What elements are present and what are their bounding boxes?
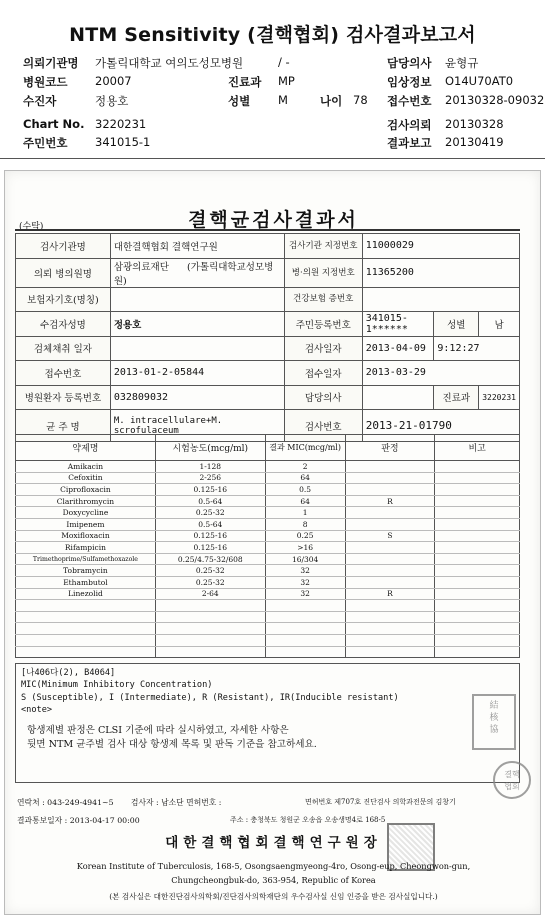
- note-mic: MIC(Minimum Inhibitory Concentration): [21, 680, 213, 691]
- table-row: [16, 495, 520, 507]
- field-label: 병원코드: [23, 75, 68, 89]
- cell-drug: Tobramycin: [16, 565, 156, 577]
- cell-label: 검사번호: [284, 410, 362, 442]
- cell-label: 검사기관 지정번호: [284, 234, 362, 259]
- note-line: 뒷면 NTM 균주별 검사 대상 항생제 목록 및 판독 기준을 참고하세요.: [27, 739, 317, 751]
- cell-label: 검체채취 일자: [16, 336, 111, 361]
- cell-judge: R: [345, 495, 435, 507]
- cell-drug: [16, 623, 156, 635]
- field-value: 20130419: [445, 135, 504, 149]
- field-value: 가톨릭대학교 여의도성모병원: [95, 56, 244, 70]
- cell-judge: [345, 553, 435, 565]
- cell-note: [435, 646, 520, 658]
- cell-note: [435, 588, 520, 600]
- cell-drug: Clarithromycin: [16, 495, 156, 507]
- field-label: Chart No.: [23, 117, 85, 131]
- field-label: 임상정보: [387, 75, 432, 89]
- cell-note: [435, 518, 520, 530]
- cell-mic: 64: [265, 472, 345, 484]
- field-label: 의뢰기관명: [23, 56, 79, 70]
- address-kor: 주소 : 충청북도 청원군 오송읍 오송생명4로 168-5: [230, 816, 386, 824]
- cell-label: 병원환자 등록번호: [16, 385, 111, 410]
- cell-mic: >16: [265, 542, 345, 554]
- notes-box: [15, 663, 520, 783]
- cell-drug: Moxifloxacin: [16, 530, 156, 542]
- cell-conc: [155, 600, 265, 612]
- field-value: 20007: [95, 74, 132, 88]
- cell-note: [435, 461, 520, 473]
- column-header: 약제명: [16, 435, 156, 461]
- field-label: 접수번호: [387, 94, 432, 108]
- cell-drug: Doxycycline: [16, 507, 156, 519]
- divider: [15, 229, 520, 231]
- field-value: O14U70AT0: [445, 74, 514, 88]
- cell-judge: [345, 623, 435, 635]
- cell-conc: 2-64: [155, 588, 265, 600]
- note-legend: S (Susceptible), I (Intermediate), R (Resistant), IR(Inducible resistant): [21, 692, 399, 703]
- cell-conc: [155, 646, 265, 658]
- cell-mic: 8: [265, 518, 345, 530]
- table-row: [16, 484, 520, 496]
- cell-label: 의뢰 병의원명: [16, 258, 111, 287]
- cell-drug: [16, 634, 156, 646]
- table-row: [16, 646, 520, 658]
- cell-judge: [345, 646, 435, 658]
- cell-conc: 0.5-64: [155, 495, 265, 507]
- cell-value: 11000029: [362, 234, 519, 259]
- cell-mic: 32: [265, 576, 345, 588]
- cell-mic: [265, 646, 345, 658]
- cell-value: 11365200: [362, 258, 519, 287]
- cell-value: [362, 287, 519, 312]
- req-hosp: 삼광의료재단: [113, 261, 169, 273]
- field-value: 윤형규: [445, 56, 479, 70]
- table-row: [16, 634, 520, 646]
- cell-judge: [345, 542, 435, 554]
- cell-note: [435, 611, 520, 623]
- scanned-certificate: [4, 170, 541, 915]
- field-label: 담당의사: [387, 56, 432, 70]
- cell-note: [435, 472, 520, 484]
- cell-judge: [345, 576, 435, 588]
- divider: [0, 158, 545, 159]
- table-row: [16, 576, 520, 588]
- cell-value: 대한결핵협회 결핵연구원: [110, 234, 284, 259]
- cell-note: [435, 576, 520, 588]
- cell-mic: 32: [265, 588, 345, 600]
- table-row: [16, 472, 520, 484]
- info-table: [15, 233, 520, 442]
- cell-mic: 16/304: [265, 553, 345, 565]
- column-header: 판정: [345, 435, 435, 461]
- cell-note: [435, 542, 520, 554]
- cell-label: 접수번호: [16, 361, 111, 386]
- table-row: [16, 553, 520, 565]
- cell-drug: Ethambutol: [16, 576, 156, 588]
- column-header: 결과 MIC(mcg/ml): [265, 435, 345, 461]
- cell-note: [435, 530, 520, 542]
- table-row: [16, 565, 520, 577]
- cell-conc: 0.125-16: [155, 484, 265, 496]
- cell-value: 2013-04-09: [362, 336, 434, 361]
- cell-judge: [345, 611, 435, 623]
- cell-judge: [345, 565, 435, 577]
- license: 면허번호 제707호 진단검사 의학과전문의 김창기: [305, 798, 456, 806]
- round-seal-icon: 결핵 협회: [493, 761, 531, 799]
- table-row: [16, 507, 520, 519]
- field-extra: / -: [278, 55, 290, 69]
- cell-judge: [345, 600, 435, 612]
- cell-label: 균 주 명: [16, 410, 111, 442]
- report-title: NTM Sensitivity (결핵협회) 검사결과보고서: [69, 24, 476, 46]
- cell-note: [435, 495, 520, 507]
- cell-judge: S: [345, 530, 435, 542]
- cell-conc: 0.25-32: [155, 507, 265, 519]
- field-label: 진료과: [228, 75, 262, 89]
- cell-value: M. intracellulare+M. scrofulaceum: [110, 410, 284, 442]
- cell-value: [110, 258, 284, 287]
- cell-drug: Ciprofloxacin: [16, 484, 156, 496]
- table-row: [16, 530, 520, 542]
- field-value: MP: [278, 74, 295, 88]
- cell-conc: 0.125-16: [155, 542, 265, 554]
- cell-value: 2013-03-29: [362, 361, 519, 386]
- cell-judge: [345, 461, 435, 473]
- cell-conc: 0.25/4.75-32/608: [155, 553, 265, 565]
- cell-conc: 2-256: [155, 472, 265, 484]
- cell-label: 담당의사: [284, 385, 362, 410]
- field-label: 성별: [228, 94, 251, 108]
- org-name: 대한결핵협회결핵연구원장: [165, 835, 382, 851]
- cell-drug: [16, 646, 156, 658]
- cell-drug: Rifampicin: [16, 542, 156, 554]
- cell-value: 3220231: [479, 385, 520, 410]
- note-code: [나406다(2), B4064]: [21, 668, 116, 678]
- cell-conc: 0.25-32: [155, 576, 265, 588]
- note-tag: <note>: [21, 704, 53, 715]
- cell-mic: 2: [265, 461, 345, 473]
- field-value: 정용호: [95, 94, 129, 108]
- cell-drug: Trimethoprime/Sulfamethoxazole: [16, 553, 156, 565]
- cell-note: [435, 484, 520, 496]
- field-label: 결과보고: [387, 136, 432, 150]
- cell-label: 검사기관명: [16, 234, 111, 259]
- cell-label: 성별: [434, 312, 479, 337]
- field-value: 3220231: [95, 117, 147, 131]
- certificate-title: 결핵균검사결과서: [188, 209, 359, 231]
- table-row: [16, 588, 520, 600]
- cell-drug: Imipenem: [16, 518, 156, 530]
- notify-date: 결과통보일자 : 2013-04-17 00:00: [17, 816, 140, 825]
- cell-label: 검사일자: [284, 336, 362, 361]
- cell-note: [435, 600, 520, 612]
- cell-drug: [16, 611, 156, 623]
- cell-note: [435, 507, 520, 519]
- field-value: 78: [353, 93, 368, 107]
- cell-mic: 32: [265, 565, 345, 577]
- cell-value: 2013-01-2-05844: [110, 361, 284, 386]
- cell-label: 진료과: [434, 385, 479, 410]
- note-line: 항생제별 판정은 CLSI 기준에 따라 실시하였고, 자세한 사항은: [27, 725, 289, 737]
- cell-note: [435, 565, 520, 577]
- req-hosp-paren: (가톨릭대학교성모병원): [113, 261, 274, 287]
- cell-mic: [265, 623, 345, 635]
- table-row: [16, 461, 520, 473]
- cell-mic: [265, 600, 345, 612]
- cell-value: [110, 336, 284, 361]
- cell-conc: [155, 623, 265, 635]
- cell-drug: [16, 600, 156, 612]
- cell-label: 보험자기호(명칭): [16, 287, 111, 312]
- cell-label: 접수일자: [284, 361, 362, 386]
- cell-conc: [155, 634, 265, 646]
- susceptibility-table: [15, 434, 520, 658]
- cell-label: 병·의원 지정번호: [284, 258, 362, 287]
- cell-mic: [265, 611, 345, 623]
- column-header: 시험농도(mcg/ml): [155, 435, 265, 461]
- table-row: [16, 542, 520, 554]
- column-header: 비고: [435, 435, 520, 461]
- cell-value: 2013-21-01790: [362, 410, 519, 442]
- inspector: 검사자 : 남소단 면허번호 :: [130, 798, 222, 807]
- cell-judge: [345, 484, 435, 496]
- cell-judge: [345, 507, 435, 519]
- field-value: M: [278, 93, 288, 107]
- cell-judge: [345, 472, 435, 484]
- cell-value: 341015-1******: [362, 312, 434, 337]
- cell-drug: Amikacin: [16, 461, 156, 473]
- cell-label: 수검자성명: [16, 312, 111, 337]
- cell-conc: 1-128: [155, 461, 265, 473]
- field-label: 주민번호: [23, 136, 68, 150]
- cell-conc: [155, 611, 265, 623]
- cell-value: [110, 287, 284, 312]
- cell-value: [362, 385, 434, 410]
- field-label: 수진자: [23, 94, 57, 108]
- cell-mic: 1: [265, 507, 345, 519]
- cell-judge: [345, 634, 435, 646]
- cell-mic: 0.25: [265, 530, 345, 542]
- cell-note: [435, 623, 520, 635]
- address-en: Korean Institute of Tuberculosis, 168-5, Osongsaengmyeong-4ro, Osong-eup, Cheongwon-gun,: [76, 861, 471, 871]
- cell-mic: 64: [265, 495, 345, 507]
- cell-judge: R: [345, 588, 435, 600]
- cell-conc: 0.5-64: [155, 518, 265, 530]
- field-label: 나이: [320, 94, 343, 108]
- cell-judge: [345, 518, 435, 530]
- field-value: 20130328-09032: [445, 93, 545, 107]
- cell-label: 주민등록번호: [284, 312, 362, 337]
- table-row: [16, 518, 520, 530]
- cell-mic: 0.5: [265, 484, 345, 496]
- table-row: [16, 611, 520, 623]
- cell-mic: [265, 634, 345, 646]
- table-row: [16, 600, 520, 612]
- cell-note: [435, 553, 520, 565]
- contact: 연락처 : 043-249-4941~5: [17, 798, 114, 807]
- copy-tag: (수탁): [19, 222, 44, 232]
- footer-contact-row: [17, 797, 221, 808]
- cell-label: 건강보험 증번호: [284, 287, 362, 312]
- cell-value: 9:12:27: [434, 336, 520, 361]
- cell-conc: 0.25-32: [155, 565, 265, 577]
- cell-note: [435, 634, 520, 646]
- cell-value: 032809032: [110, 385, 284, 410]
- field-value: 20130328: [445, 117, 504, 131]
- address-en: Chungcheongbuk-do, 363-954, Republic of Korea: [171, 875, 376, 885]
- field-value: 341015-1: [95, 135, 151, 149]
- table-row: [16, 623, 520, 635]
- field-label: 검사의뢰: [387, 118, 432, 132]
- disclaimer: (본 검사실은 대한진단검사의학회/진단검사의학재단의 우수검사실 신임 인증을 받은 검사실입니다.): [109, 892, 438, 901]
- stamp-seal-icon: 結 核 協: [472, 694, 516, 750]
- cell-value: 남: [479, 312, 520, 337]
- cell-value: 정용호: [110, 312, 284, 337]
- cell-conc: 0.125-16: [155, 530, 265, 542]
- cell-drug: Cefoxitin: [16, 472, 156, 484]
- cell-drug: Linezolid: [16, 588, 156, 600]
